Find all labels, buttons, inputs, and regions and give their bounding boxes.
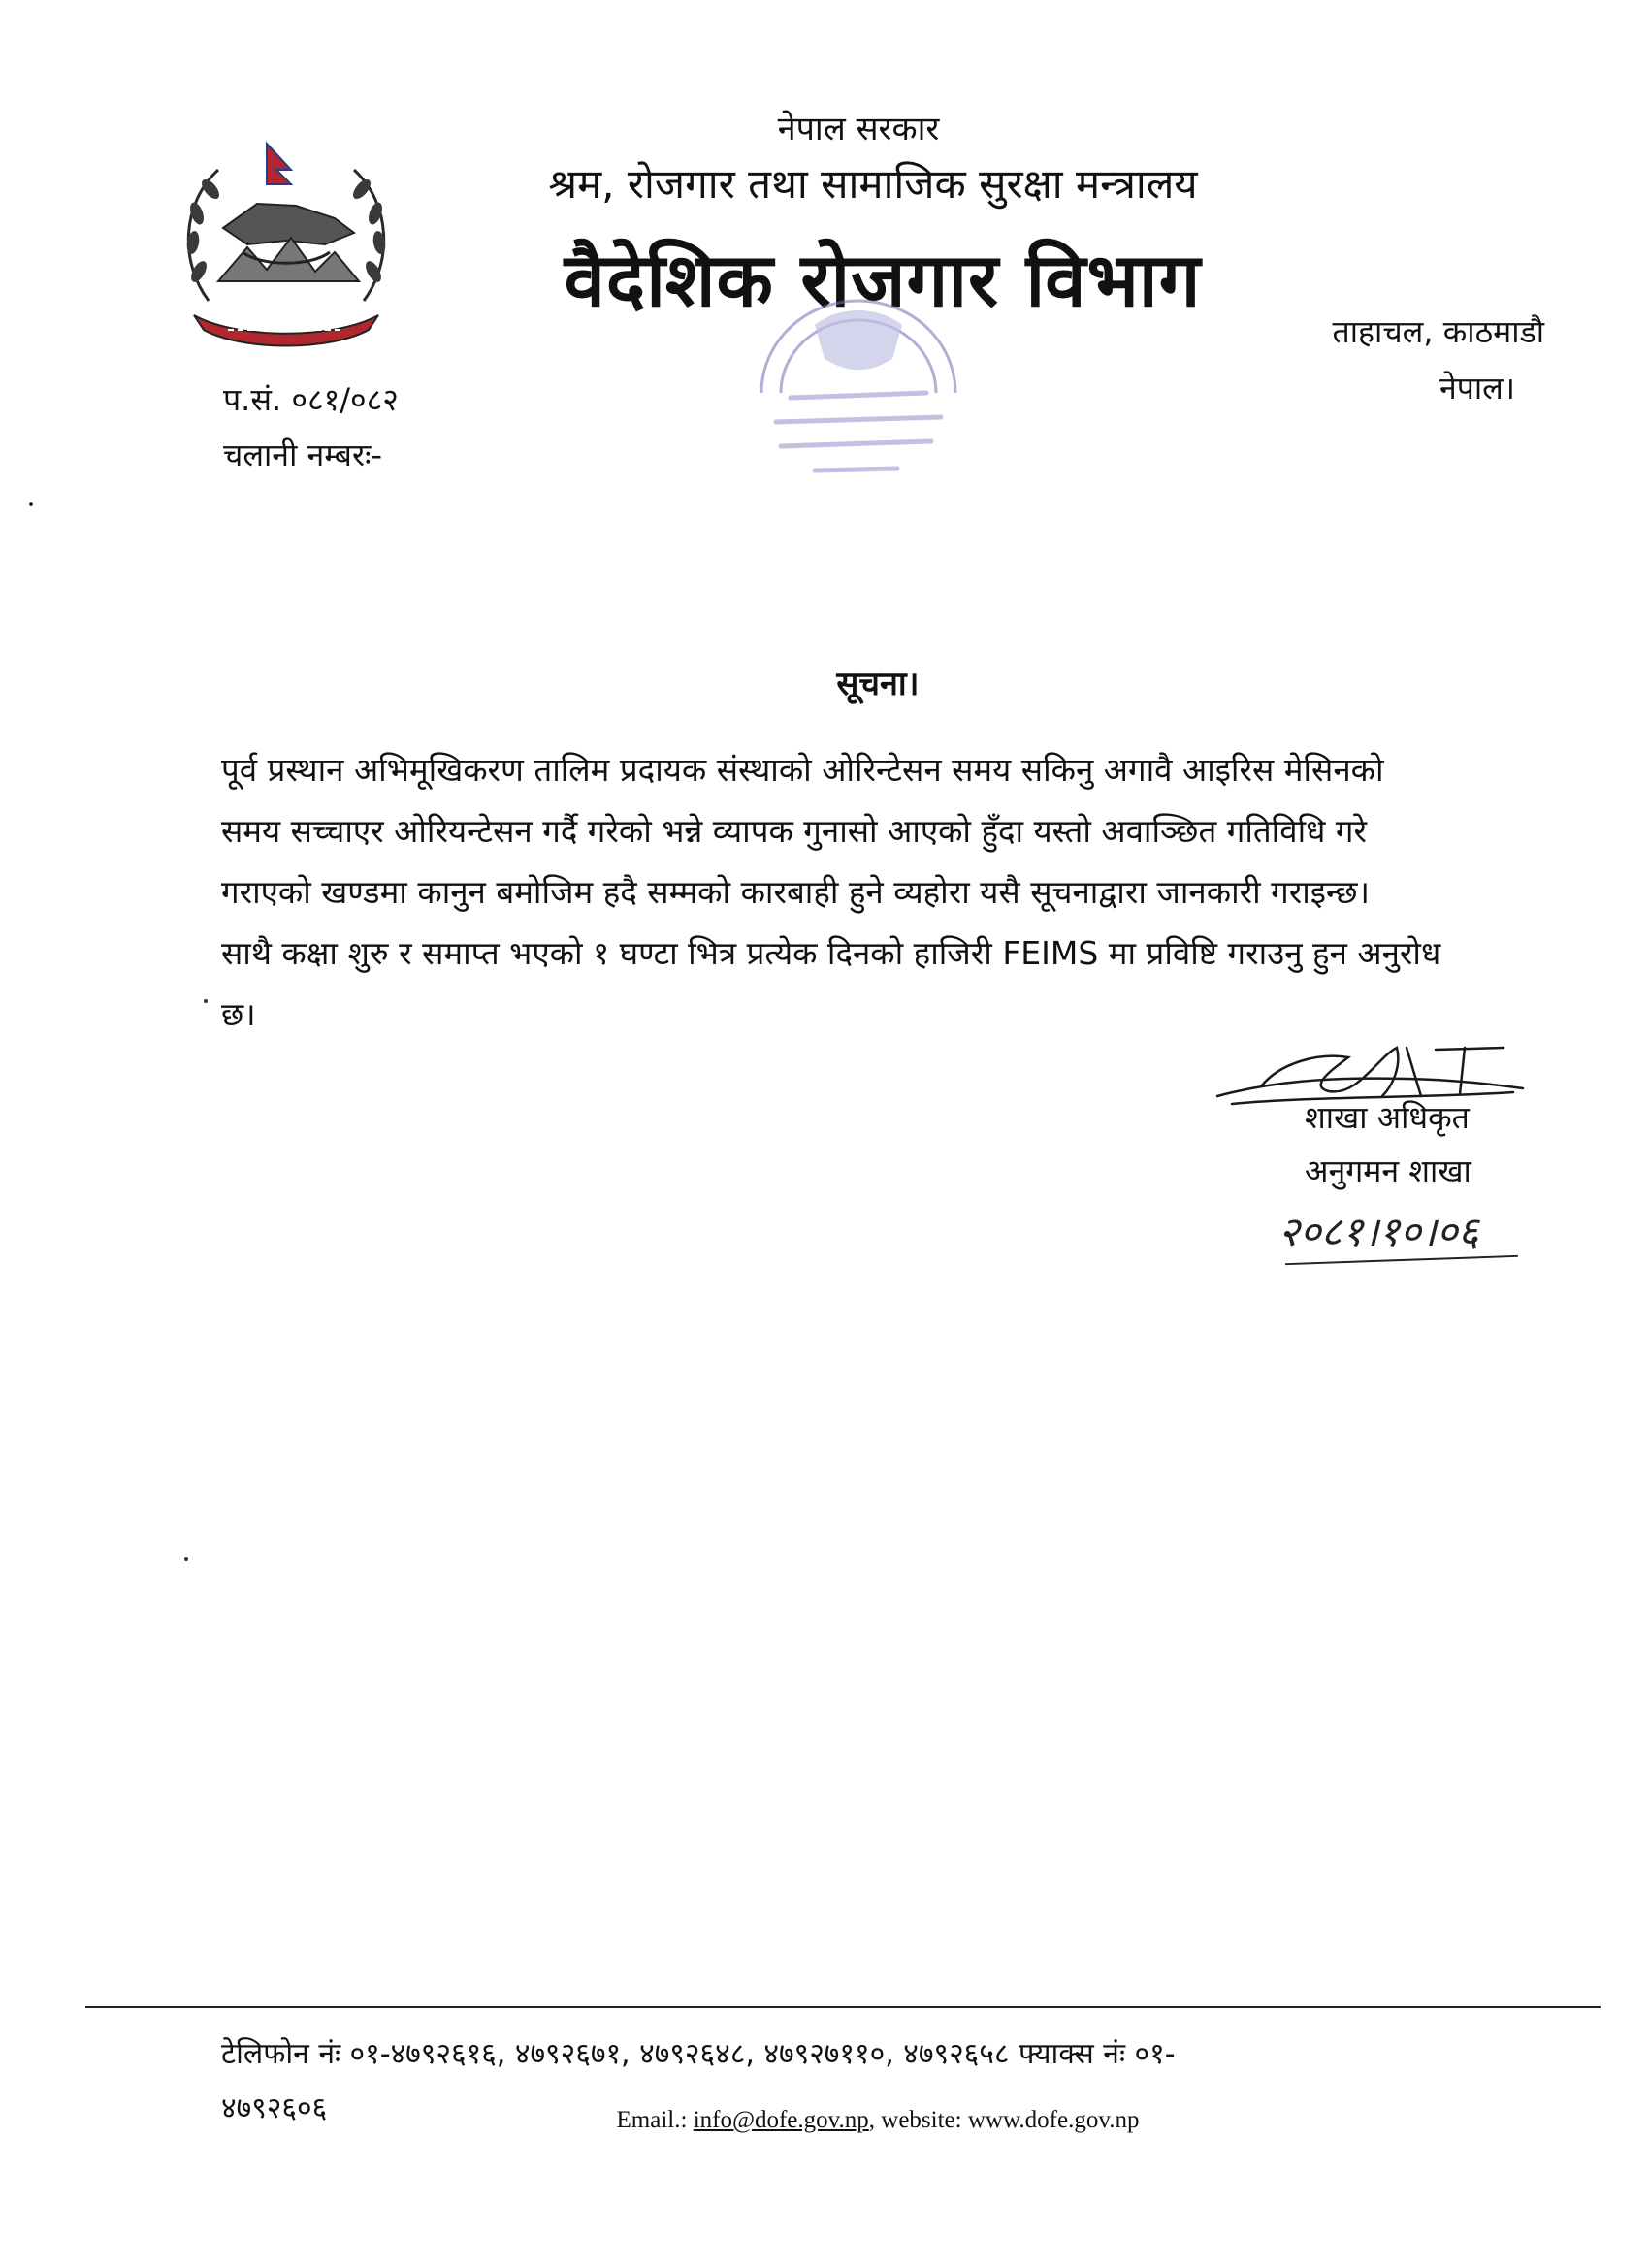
phone-line-1: टेलिफोन नंः ०१-४७९२६१६, ४७९२६७१, ४७९२६४८, ४७९२७११०, ४७९२६५८ फ्याक्स नंः ०१- xyxy=(221,2037,1176,2071)
email-label: Email.: xyxy=(616,2107,688,2133)
government-name: नेपाल सरकार xyxy=(777,110,940,148)
notice-body xyxy=(221,739,1579,1045)
notice-line: गराएको खण्डमा कानुन बमोजिम हदै सम्मको कारबाही हुने व्यहोरा यसै सूचनाद्वारा जानकारी गराइन्छ। xyxy=(221,873,1371,911)
ministry-name: श्रम, रोजगार तथा सामाजिक सुरक्षा मन्त्रालय xyxy=(548,160,1198,208)
footer-contact xyxy=(0,2107,1649,2134)
notice-line: साथै कक्षा शुरु र समाप्त भएको १ घण्टा भित्र प्रत्येक दिनको हाजिरी FEIMS मा प्रविष्टि गराउनु हुन अनुरोध xyxy=(221,934,1441,972)
website-link[interactable]: www.dofe.gov.np xyxy=(967,2107,1140,2133)
department-name: वैदेशिक रोजगार विभाग xyxy=(564,237,1202,323)
notice-line: पूर्व प्रस्थान अभिमूखिकरण तालिम प्रदायक संस्थाको ओरिन्टेसन समय सकिनु अगावै आइरिस मेसिनको xyxy=(221,751,1384,789)
notice-line: छ। xyxy=(221,995,256,1033)
nepal-emblem-icon xyxy=(170,136,403,359)
address-city: ताहाचल, काठमाडौ xyxy=(1332,313,1544,350)
address-country: नेपाल। xyxy=(1439,370,1515,406)
letter-reference-number: प.सं. ०८१/०८२ xyxy=(223,381,399,418)
scan-speck xyxy=(184,1557,188,1561)
office-stamp-icon xyxy=(723,267,994,519)
signatory-designation: शाखा अधिकृत xyxy=(1305,1099,1470,1136)
scan-speck xyxy=(29,502,33,506)
notice-line: समय सच्चाएर ओरियन्टेसन गर्दै गरेको भन्ने व्यापक गुनासो आएको हुँदा यस्तो अवाञ्छित गतिविधि गरे xyxy=(221,812,1367,850)
footer-divider xyxy=(85,2006,1600,2008)
email-link[interactable]: info@dofe.gov.np xyxy=(693,2107,869,2133)
dispatch-number: चलानी नम्बरः- xyxy=(223,437,383,473)
scan-speck xyxy=(204,999,208,1003)
notice-title: सूचना। xyxy=(836,664,920,703)
website-label: , website: xyxy=(868,2107,962,2133)
signatory-section: अनुगमन शाखा xyxy=(1305,1152,1471,1189)
phone-line-2: ४७९२६०६ xyxy=(221,2091,328,2125)
signature-date: २०८१।१०।०६ xyxy=(1278,1208,1479,1255)
